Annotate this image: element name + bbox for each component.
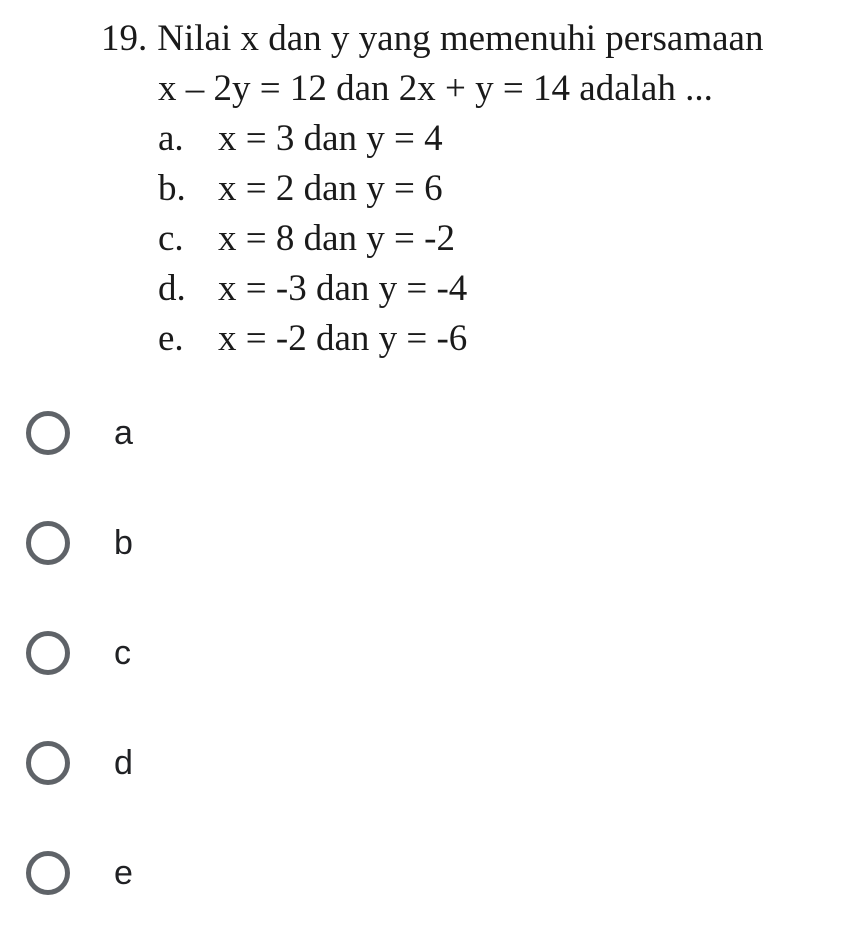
option-text: x = 2 dan y = 6 [218,168,443,209]
question-option-e [158,314,467,364]
question-number: 19. [101,18,148,59]
choice-label[interactable]: c [114,633,131,672]
option-letter: b. [158,168,186,209]
choice-d[interactable] [0,708,842,818]
option-letter: e. [158,318,184,359]
option-text: x = 8 dan y = -2 [218,218,455,259]
radio-button-icon[interactable] [26,851,70,895]
option-letter: a. [158,118,184,159]
choice-label[interactable]: b [114,523,133,562]
question-option-d [158,264,467,314]
option-letter: d. [158,268,186,309]
choice-label[interactable]: e [114,853,133,892]
choice-b[interactable] [0,488,842,598]
choice-e[interactable] [0,818,842,928]
option-text: x = 3 dan y = 4 [218,118,443,159]
question-options [158,114,467,364]
choice-label[interactable]: d [114,743,133,782]
question-image [0,0,842,370]
radio-button-icon[interactable] [26,411,70,455]
question-option-c [158,214,467,264]
radio-button-icon[interactable] [26,741,70,785]
question-option-b [158,164,467,214]
choice-label[interactable]: a [114,413,133,452]
option-letter: c. [158,218,184,259]
option-text: x = -2 dan y = -6 [218,318,468,359]
choice-a[interactable] [0,378,842,488]
question-line-1 [101,14,763,64]
answer-choices [0,378,842,928]
question-text-line-1: Nilai x dan y yang memenuhi persamaan [157,18,764,59]
question-option-a [158,114,467,164]
choice-c[interactable] [0,598,842,708]
option-text: x = -3 dan y = -4 [218,268,468,309]
question-text-line-2: x – 2y = 12 dan 2x + y = 14 adalah ... [158,68,713,109]
radio-button-icon[interactable] [26,521,70,565]
radio-button-icon[interactable] [26,631,70,675]
